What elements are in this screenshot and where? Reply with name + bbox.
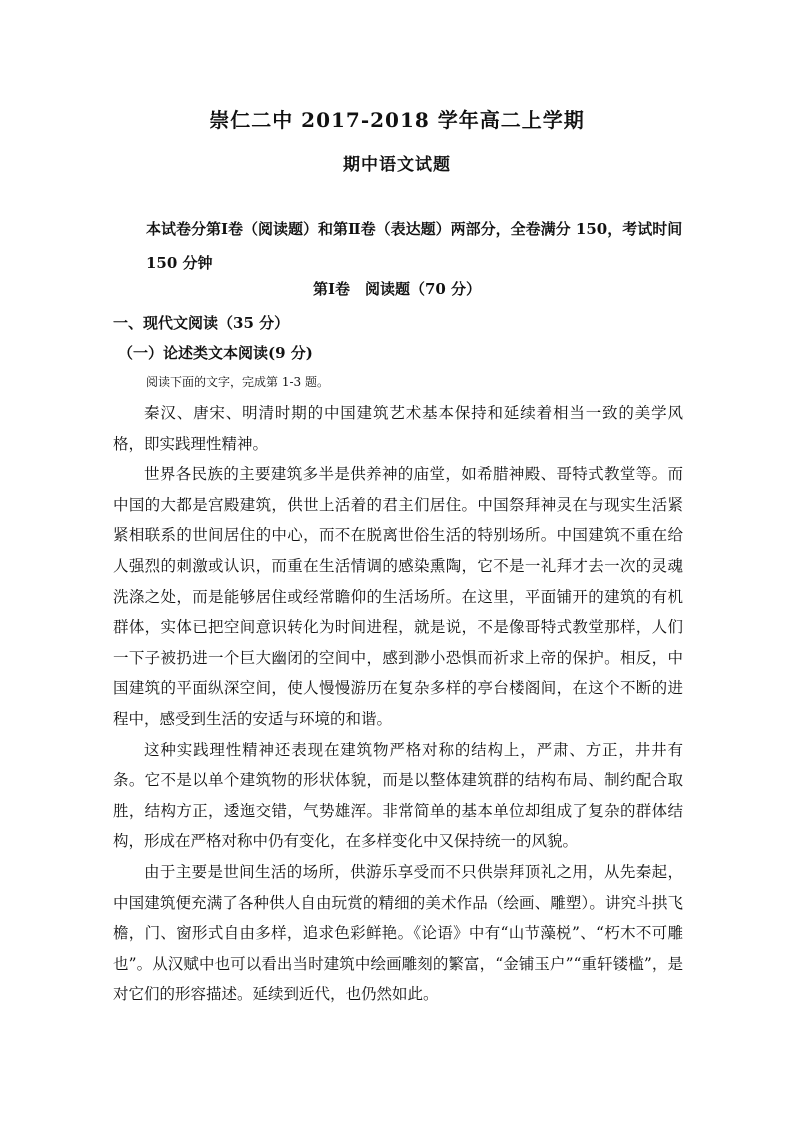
passage [113, 398, 683, 1010]
exam-intro: 本试卷分第Ⅰ卷（阅读题）和第Ⅱ卷（表达题）两部分，全卷满分 150，考试时间 150 分钟 [146, 220, 683, 272]
passage-paragraph: 世界各民族的主要建筑多半是供养神的庙堂，如希腊神殿、哥特式教堂等。而中国的大都是宫殿建筑，供世上活着的君主们居住。中国祭拜神灵在与现实生活紧紧相联系的世间居住的中心，而不在脱离世俗生活的特别场所。中国建筑不重在给人强烈的刺激或认识，而重在生活情调的感染熏陶，它不是一礼拜才去一次的灵魂洗涤之处，而是能够居住或经常瞻仰的生活场所。在这里，平面铺开的建筑的有机群体，实体已把空间意识转化为时间进程，就是说，不是像哥特式教堂那样，人们一下子被扔进一个巨大幽闭的空间中，感到渺小恐惧而祈求上帝的保护。相反，中国建筑的平面纵深空间，使人慢慢游历在复杂多样的亭台楼阁间，在这个不断的进程中，感受到生活的安适与环境的和谐。 [113, 465, 683, 728]
subsection-heading-argumentative: （一）论述类文本阅读(9 分) [118, 344, 313, 362]
passage-paragraph: 由于主要是世间生活的场所，供游乐享受而不只供崇拜顶礼之用，从先秦起，中国建筑便充满了各种供人自由玩赏的精细的美术作品（绘画、雕塑）。讲究斗拱飞檐，门、窗形式自由多样，追求色彩鲜艳。《论语》中有“山节藻棁”、“朽木不可雕也”。从汉赋中也可以看出当时建筑中绘画雕刻的繁富，“金铺玉户”“重轩镂槛”，是对它们的形容描述。延续到近代，也仍然如此。 [113, 862, 683, 1004]
part-heading: 第Ⅰ卷 阅读题（70 分） [312, 280, 482, 298]
exam-subtitle: 期中语文试题 [343, 155, 451, 175]
passage-paragraph: 秦汉、唐宋、明清时期的中国建筑艺术基本保持和延续着相当一致的美学风格，即实践理性精神。 [113, 404, 683, 453]
passage-paragraph: 这种实践理性精神还表现在建筑物严格对称的结构上，严肃、方正，井井有条。它不是以单个建筑物的形状体貌，而是以整体建筑群的结构布局、制约配合取胜，结构方正，逶迤交错，气势雄浑。非常简单的基本单位却组成了复杂的群体结构，形成在严格对称中仍有变化，在多样变化中又保持统一的风貌。 [113, 740, 683, 851]
reading-instruction: 阅读下面的文字，完成第 1-3 题。 [146, 375, 329, 389]
section-heading-modern-reading: 一、现代文阅读（35 分） [113, 314, 290, 332]
exam-title: 崇仁二中 2017-2018 学年高二上学期 [209, 108, 585, 132]
